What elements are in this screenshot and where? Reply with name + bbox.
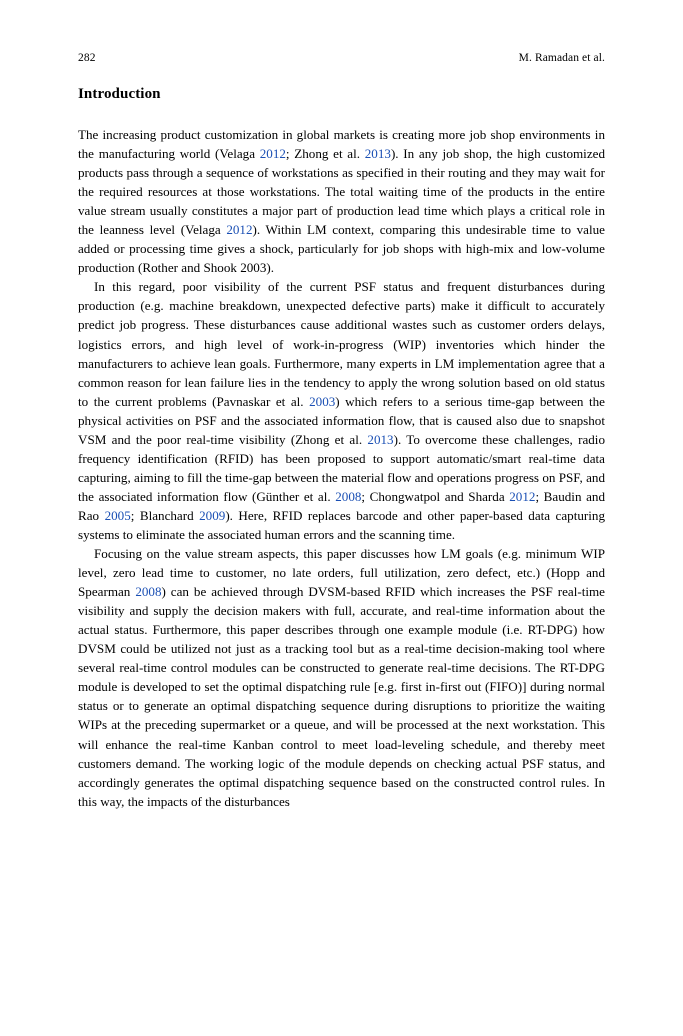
citation-link[interactable]: 2009 (199, 507, 226, 523)
page-number: 282 (78, 52, 96, 64)
citation-link[interactable]: 2003 (309, 393, 336, 409)
citation-link[interactable]: 2013 (367, 431, 394, 447)
citation-link[interactable]: 2008 (135, 584, 162, 600)
page-header (78, 52, 605, 64)
paragraph: Focusing on the value stream aspects, this paper discusses how LM goals (e.g. minimum WIP level, zero lead time to customer, no late orders, full utilization, zero defect, etc.) (Hopp and Spearman 2008) can be achieved through DVSM-based RFID which increases the PSF real-time visibility and supply the decision makers with full, accurate, and real-time information about the actual status. Furthermore, this paper describes through one example module (i.e. RT-DPG) how DVSM could be utilized not just as a tracking tool but as a real-time decision-making tool where several real-time control modules can be constructed to generate real-time decisions. The RT-DPG module is developed to set the optimal dispatching rule [e.g. first in-first out (FIFO)] during normal status or to generate an optimal dispatching sequence during disruptions to prioritize the waiting WIPs at the preceding supermarket or a queue, and will be processed at the next workstation. This will enhance the real-time Kanban control to meet load-leveling schedule, and thereby meet customers demand. The working logic of the module depends on checking actual PSF status, and accordingly generates the optimal dispatching sequence based on the constructed control rules. In this way, the impacts of the disturbances (78, 546, 605, 809)
citation-link[interactable]: 2012 (509, 488, 536, 504)
page-content (78, 86, 605, 811)
citation-link[interactable]: 2008 (335, 488, 362, 504)
citation-link[interactable]: 2013 (364, 146, 391, 162)
citation-link[interactable]: 2005 (104, 507, 131, 523)
paragraph: The increasing product customization in global markets is creating more job shop environments in the manufacturing world (Velaga 2012; Zhong et al. 2013). In any job shop, the high customized products pass through a sequence of workstations as specified in their routing and they may wait for the required resources at those workstations. The total waiting time of the products in the entire value stream usually constitutes a major part of production lead time which plays a critical role in the leanness level (Velaga 2012). Within LM context, comparing this undesirable time to value added or processing time gives a shock, particularly for job shops with high-mix and low-volume production (Rother and Shook 2003). (78, 127, 605, 276)
citation-link[interactable]: 2012 (226, 222, 253, 238)
body-text (78, 125, 605, 811)
paragraph: In this regard, poor visibility of the current PSF status and frequent disturbances during production (e.g. machine breakdown, unexpected defective parts) make it difficult to accurately predict job progress. These disturbances cause additional wastes such as customer orders delays, logistics errors, and high level of work-in-progress (WIP) inventories which hinder the manufacturers to achieve lean goals. Furthermore, many experts in LM implementation agree that a common reason for lean failure lies in the tendency to apply the wrong solution based on old status to the current problems (Pavnaskar et al. 2003) which refers to a serious time-gap between the physical activities on PSF and the associated information flow, that is caused also due to snapshot VSM and the poor real-time visibility (Zhong et al. 2013). To overcome these challenges, radio frequency identification (RFID) has been proposed to support automatic/smart real-time data capturing, aiming to fill the time-gap between the material flow and operations progress on PSF, and the associated information flow (Günther et al. 2008; Chongwatpol and Sharda 2012; Baudin and Rao 2005; Blanchard 2009). Here, RFID replaces barcode and other paper-based data capturing systems to eliminate the associated human errors and the scanning time. (78, 279, 606, 542)
running-head: M. Ramadan et al. (518, 52, 605, 64)
citation-link[interactable]: 2012 (259, 146, 286, 162)
section-heading: Introduction (78, 86, 161, 102)
